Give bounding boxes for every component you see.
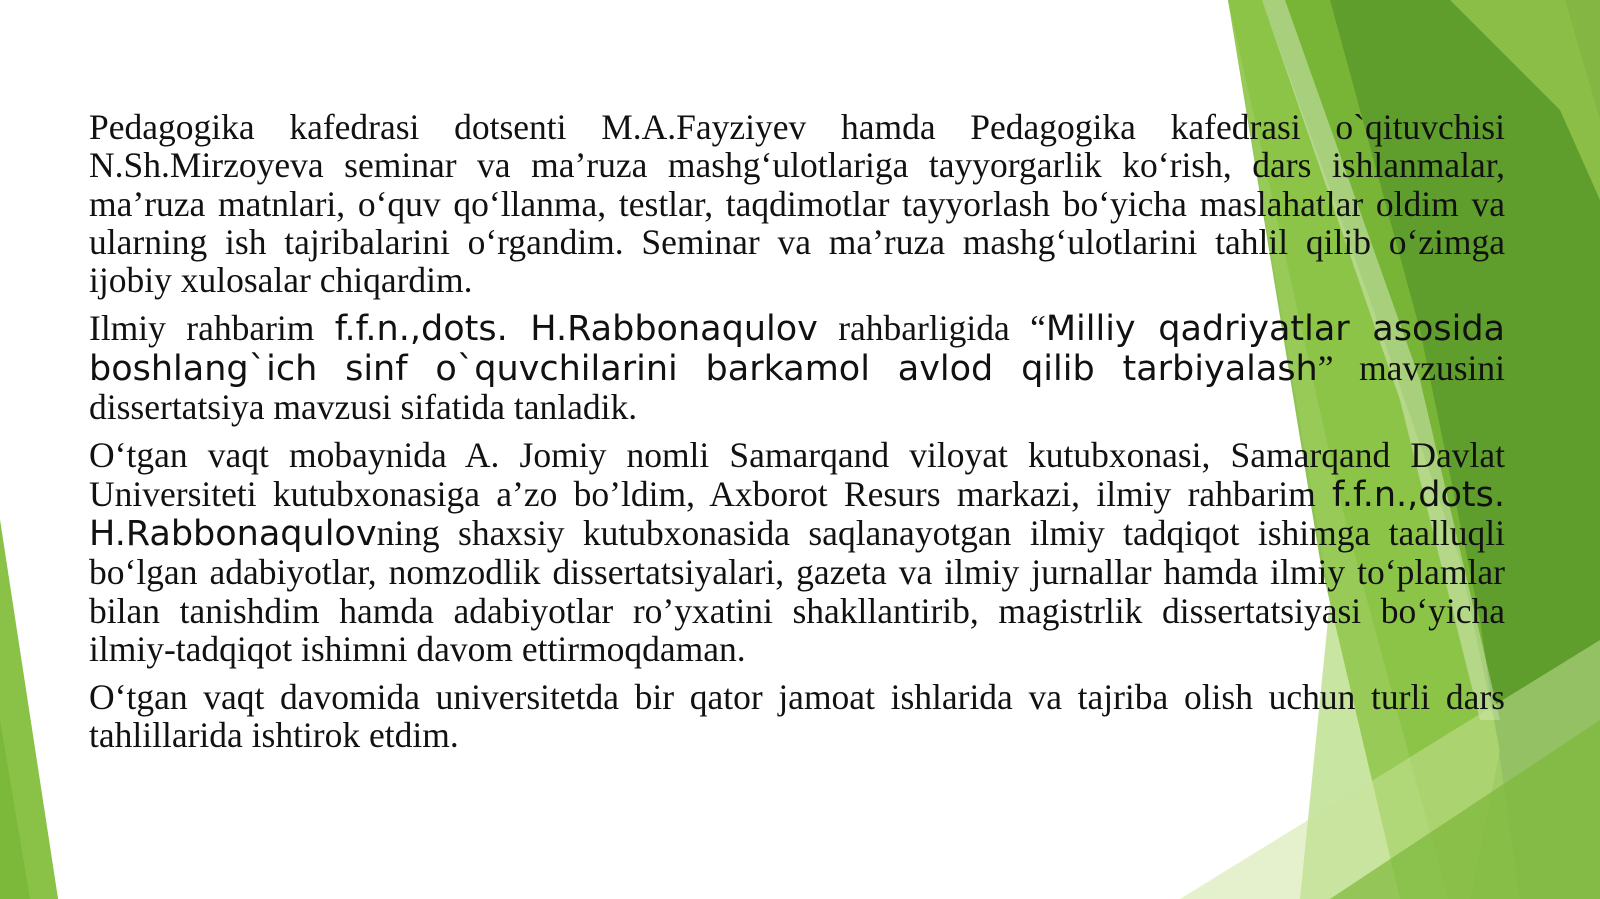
dissertation-topic: Milliy qadriyatlar asosida boshlang`ich sinf o`quvchilarini barkamol avlod qilib tarbiyalash (89, 309, 1505, 389)
paragraph-2 (89, 309, 1505, 426)
slide-body (89, 108, 1505, 765)
supervisor-name-2: f.f.n.,dots. H.Rabbonaqulov (89, 474, 1505, 554)
supervisor-name: f.f.n.,dots. H.Rabbonaqulov (334, 309, 818, 350)
paragraph-2-end: ” mavzusini dissertatsiya mavzusi sifatida tanladik. (89, 347, 1505, 428)
paragraph-3-end: ning shaxsiy kutubxonasida saqlanayotgan ilmiy tadqiqot ishimga taalluqli bo‘lgan adabiyotlar, nomzodlik dissertatsiyalari, gazeta va ilmiy jurnallar hamda ilmiy to‘plamlar bilan tanishdim hamda adabiyotlar ro’yxatini shakllantirib, magistrlik dissertatsiyasi bo‘yicha ilmiy-tadqiqot ishimni davom ettirmoqdaman. (89, 512, 1505, 669)
paragraph-3-intro: O‘tgan vaqt mobaynida A. Jomiy nomli Samarqand viloyat kutubxonasi, Samarqand Davlat Universiteti kutubxonasiga a’zo bo’ldim, Axborot Resurs markazi, ilmiy rahbarim (89, 435, 1505, 514)
paragraph-3 (89, 436, 1505, 668)
paragraph-4: O‘tgan vaqt davomida universitetda bir qator jamoat ishlarida va tajriba olish uchun turli dars tahlillarida ishtirok etdim. (89, 677, 1505, 756)
paragraph-2-middle: rahbarligida “ (817, 308, 1046, 349)
paragraph-2-intro: Ilmiy rahbarim (89, 308, 335, 349)
paragraph-1: Pedagogika kafedrasi dotsenti M.A.Fayziyev hamda Pedagogika kafedrasi o`qituvchisi N.Sh.Mirzoyeva seminar va ma’ruza mashg‘ulotlariga tayyorgarlik ko‘rish, dars ishlanmalar, ma’ruza matnlari, o‘quv qo‘llanma, testlar, taqdimotlar tayyorlash bo‘yicha maslahatlar oldim va ularning ish tajribalarini o‘rgandim. Seminar va ma’ruza mashg‘ulotlarini tahlil qilib o‘zimga ijobiy xulosalar chiqardim. (89, 107, 1505, 301)
